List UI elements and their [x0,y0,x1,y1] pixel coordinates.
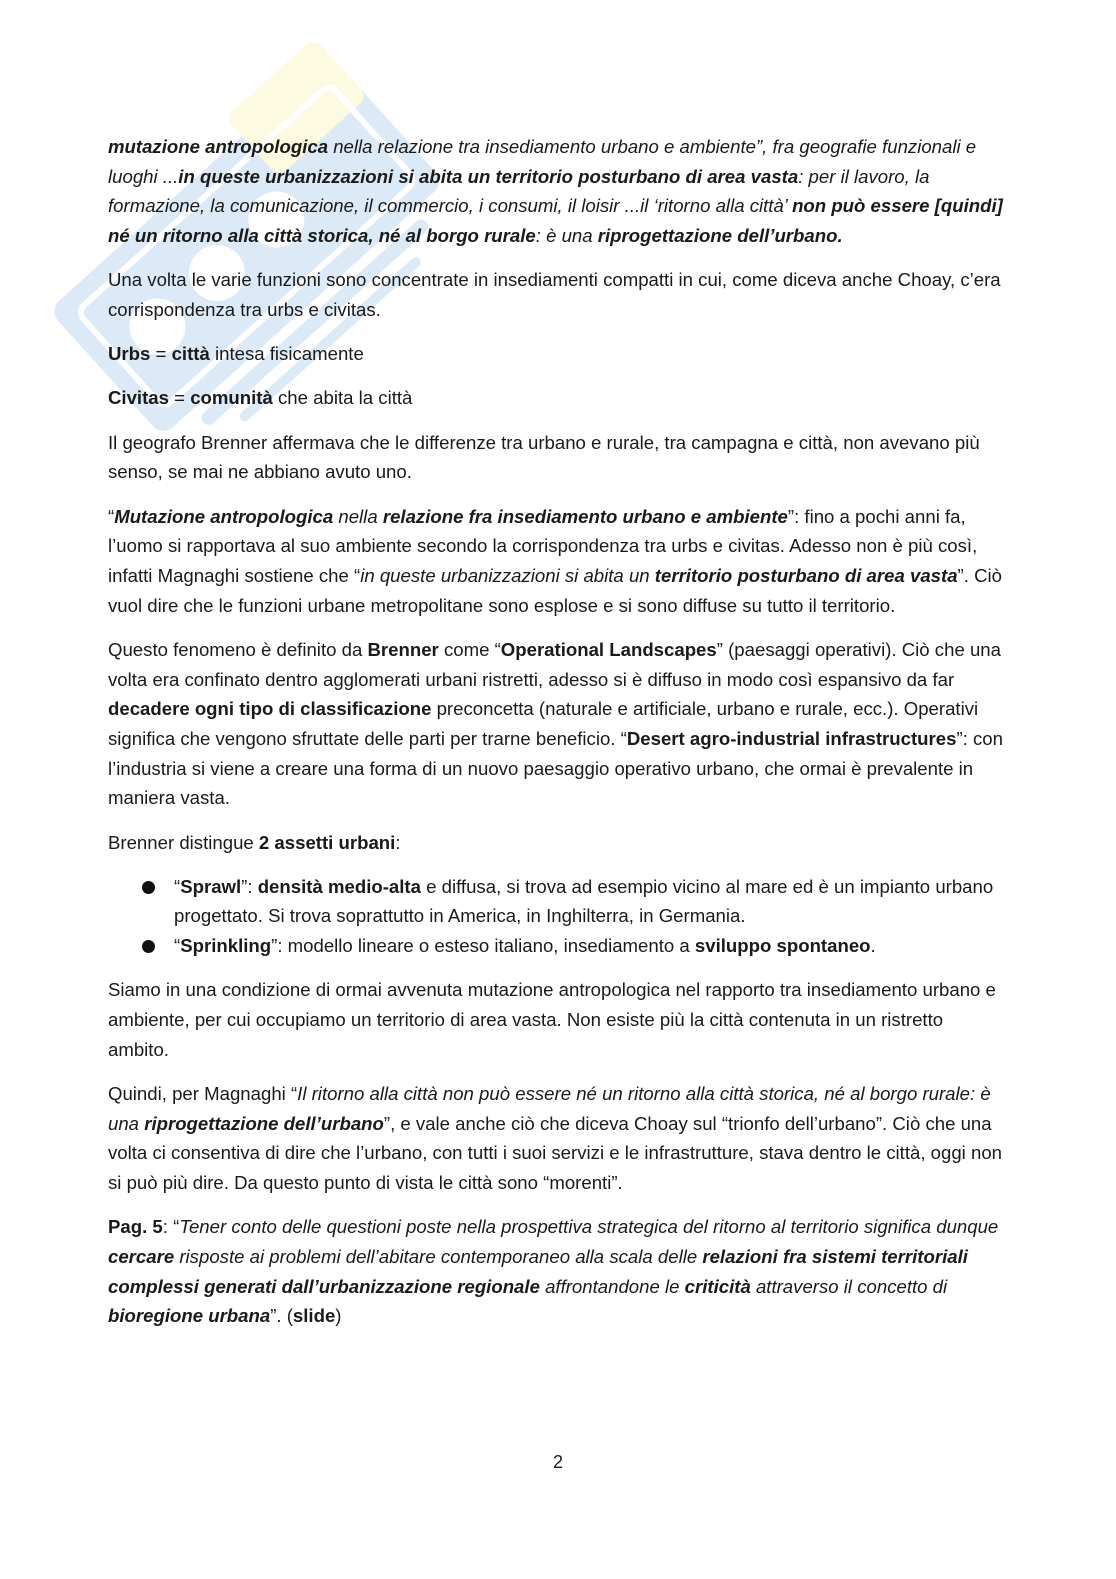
text-run: Questo fenomeno è definito da [108,638,368,660]
bullet-item [108,872,1008,931]
text-run: bioregione urbana [108,1305,271,1327]
text-run: preconcetta (naturale e artificiale, urbano e rurale, ecc.). Operativi significa che vengono sfruttate delle parti per trarne beneficio. “ [108,698,979,749]
text-run: ”: fino a pochi anni fa, l’uomo si rapportava al suo ambiente secondo la corrispondenza tra urbs e civitas. Adesso non è più così, infatti Magnaghi sostiene che “ [108,505,978,586]
paragraph [108,1079,1008,1198]
text-run: affrontandone le [539,1275,685,1297]
paragraphs-after-block [108,975,1008,1331]
text-run: = [168,387,191,409]
text-run: ” (paesaggi operativi). Ciò che una volta era confinato dentro agglomerati urbani ristretti, adesso si è diffuso in modo così espansivo da far [108,638,1001,690]
text-run: Sprinkling [180,935,272,957]
text-run: Il ritorno alla città non può essere né un ritorno alla città storica, né al borgo rurale: è una [108,1082,991,1134]
paragraphs-block [108,132,1008,857]
paragraph [108,383,1008,413]
text-run: relazione fra insediamento urbano e ambiente [382,505,788,527]
text-run: intesa fisicamente [209,343,364,365]
paragraph [108,635,1008,813]
text-run: ”. ( [270,1305,293,1327]
text-run: Il geografo Brenner affermava che le differenze tra urbano e rurale, tra campagna e città, non avevano più senso, se mai ne abbiano avuto uno. [108,431,980,483]
bullet-dot-icon [142,881,155,894]
text-run: slide [292,1305,336,1327]
paragraph [108,828,1008,858]
text-run: attraverso il concetto di [750,1275,948,1297]
text-run: Civitas [108,387,169,409]
text-run: e diffusa, si trova ad esempio vicino al mare ed è un impianto urbano progettato. Si trova soprattutto in America, in Inghilterra, in Germania. [174,875,994,927]
text-run: “ [174,875,181,897]
text-run: comunità [190,387,273,409]
text-run: Tener conto delle questioni poste nella prospettiva strategica del ritorno al territorio significa dunque [179,1216,999,1238]
paragraph [108,502,1008,621]
text-run: in queste urbanizzazioni si abita un [360,564,655,586]
text-run: “ [174,935,181,957]
text-run: . [870,935,876,957]
text-run: : per il lavoro, la formazione, la comunicazione, il commercio, i consumi, il loisir ...il ‘ritorno alla città’ [108,165,930,217]
text-run: : [395,831,401,853]
text-run: Brenner distingue [108,831,259,853]
text-run: criticità [684,1275,751,1297]
text-run: = [150,343,172,365]
text-run: Desert agro-industrial infrastructures [626,727,957,749]
text-run: città [171,343,210,365]
paragraph [108,1212,1008,1331]
paragraph [108,975,1008,1064]
text-run: riprogettazione dell’urbano. [597,225,843,247]
text-run: che abita la città [272,387,413,409]
bullet-item [108,931,1008,961]
paragraph [108,339,1008,369]
paragraph [108,132,1008,251]
text-run: ”, e vale anche ciò che diceva Choay sul “trionfo dell’urbano”. Ciò che una volta ci consentiva di dire che l’urbano, con tutti i suoi servizi e le infrastrutture, stava dentro le città, oggi non si può più dire. Da questo punto di vista le città sono “morenti”. [108,1112,1002,1194]
text-run: ”. Ciò vuol dire che le funzioni urbane metropolitane sono esplose e si sono diffuse su tutto il territorio. [108,564,1002,616]
text-run: Una volta le varie funzioni sono concentrate in insediamenti compatti in cui, come diceva anche Choay, c’era corrispondenza tra urbs e civitas. [108,269,1001,321]
text-run: Operational Landscapes [500,638,717,660]
text-run: Siamo in una condizione di ormai avvenuta mutazione antropologica nel rapporto tra insediamento urbano e ambiente, per cui occupiamo un territorio di area vasta. Non esiste più la città contenuta in un ristretto ambito. [108,979,996,1060]
text-run: densità medio-alta [257,875,421,897]
text-run: mutazione antropologica [108,136,329,157]
text-run: decadere ogni tipo di classificazione [108,698,432,720]
text-run: Quindi, per Magnaghi “ [108,1082,298,1104]
text-run: ”: [241,875,258,897]
text-run: Urbs [108,343,151,365]
text-run: risposte ai problemi dell’abitare contemporaneo alla scala delle [174,1246,703,1267]
text-run: territorio posturbano di area vasta [654,564,958,586]
bullet-list [108,872,1008,961]
text-run: Brenner [367,638,439,660]
text-run: ”: con l’industria si viene a creare una forma di un nuovo paesaggio operativo urbano, che ormai è prevalente in maniera vasta. [108,727,1003,809]
text-run: “ [108,505,115,527]
text-run: ”: modello lineare o esteso italiano, insediamento a [271,935,695,957]
paragraph [108,428,1008,487]
text-run: Sprawl [180,875,242,897]
paragraph [108,265,1008,324]
text-run: riprogettazione dell’urbano [144,1112,384,1134]
text-run: : “ [162,1216,180,1238]
text-run: nella [333,505,383,527]
text-run: 2 assetti urbani [258,831,396,853]
text-run: relazioni fra sistemi territoriali complessi generati dall’urbanizzazione regionale [108,1246,968,1297]
text-run: Mutazione antropologica [114,505,334,527]
document-body [108,132,1008,1346]
text-run: in queste urbanizzazioni si abita un territorio posturbano di area vasta [178,165,799,187]
page-number: 2 [552,1452,563,1472]
bullet-dot-icon [142,940,155,953]
text-run: non può essere [quindi] né un ritorno alla città storica, né al borgo rurale [108,195,1003,247]
text-run: nella relazione tra insediamento urbano e ambiente”, fra geografie funzionali e luoghi ... [108,136,977,187]
text-run: sviluppo spontaneo [694,935,871,957]
text-run: : è una [535,225,598,247]
text-run: Pag. 5 [108,1216,163,1238]
text-run: ) [335,1305,342,1327]
text-run: come “ [438,638,501,660]
text-run: cercare [108,1246,175,1267]
